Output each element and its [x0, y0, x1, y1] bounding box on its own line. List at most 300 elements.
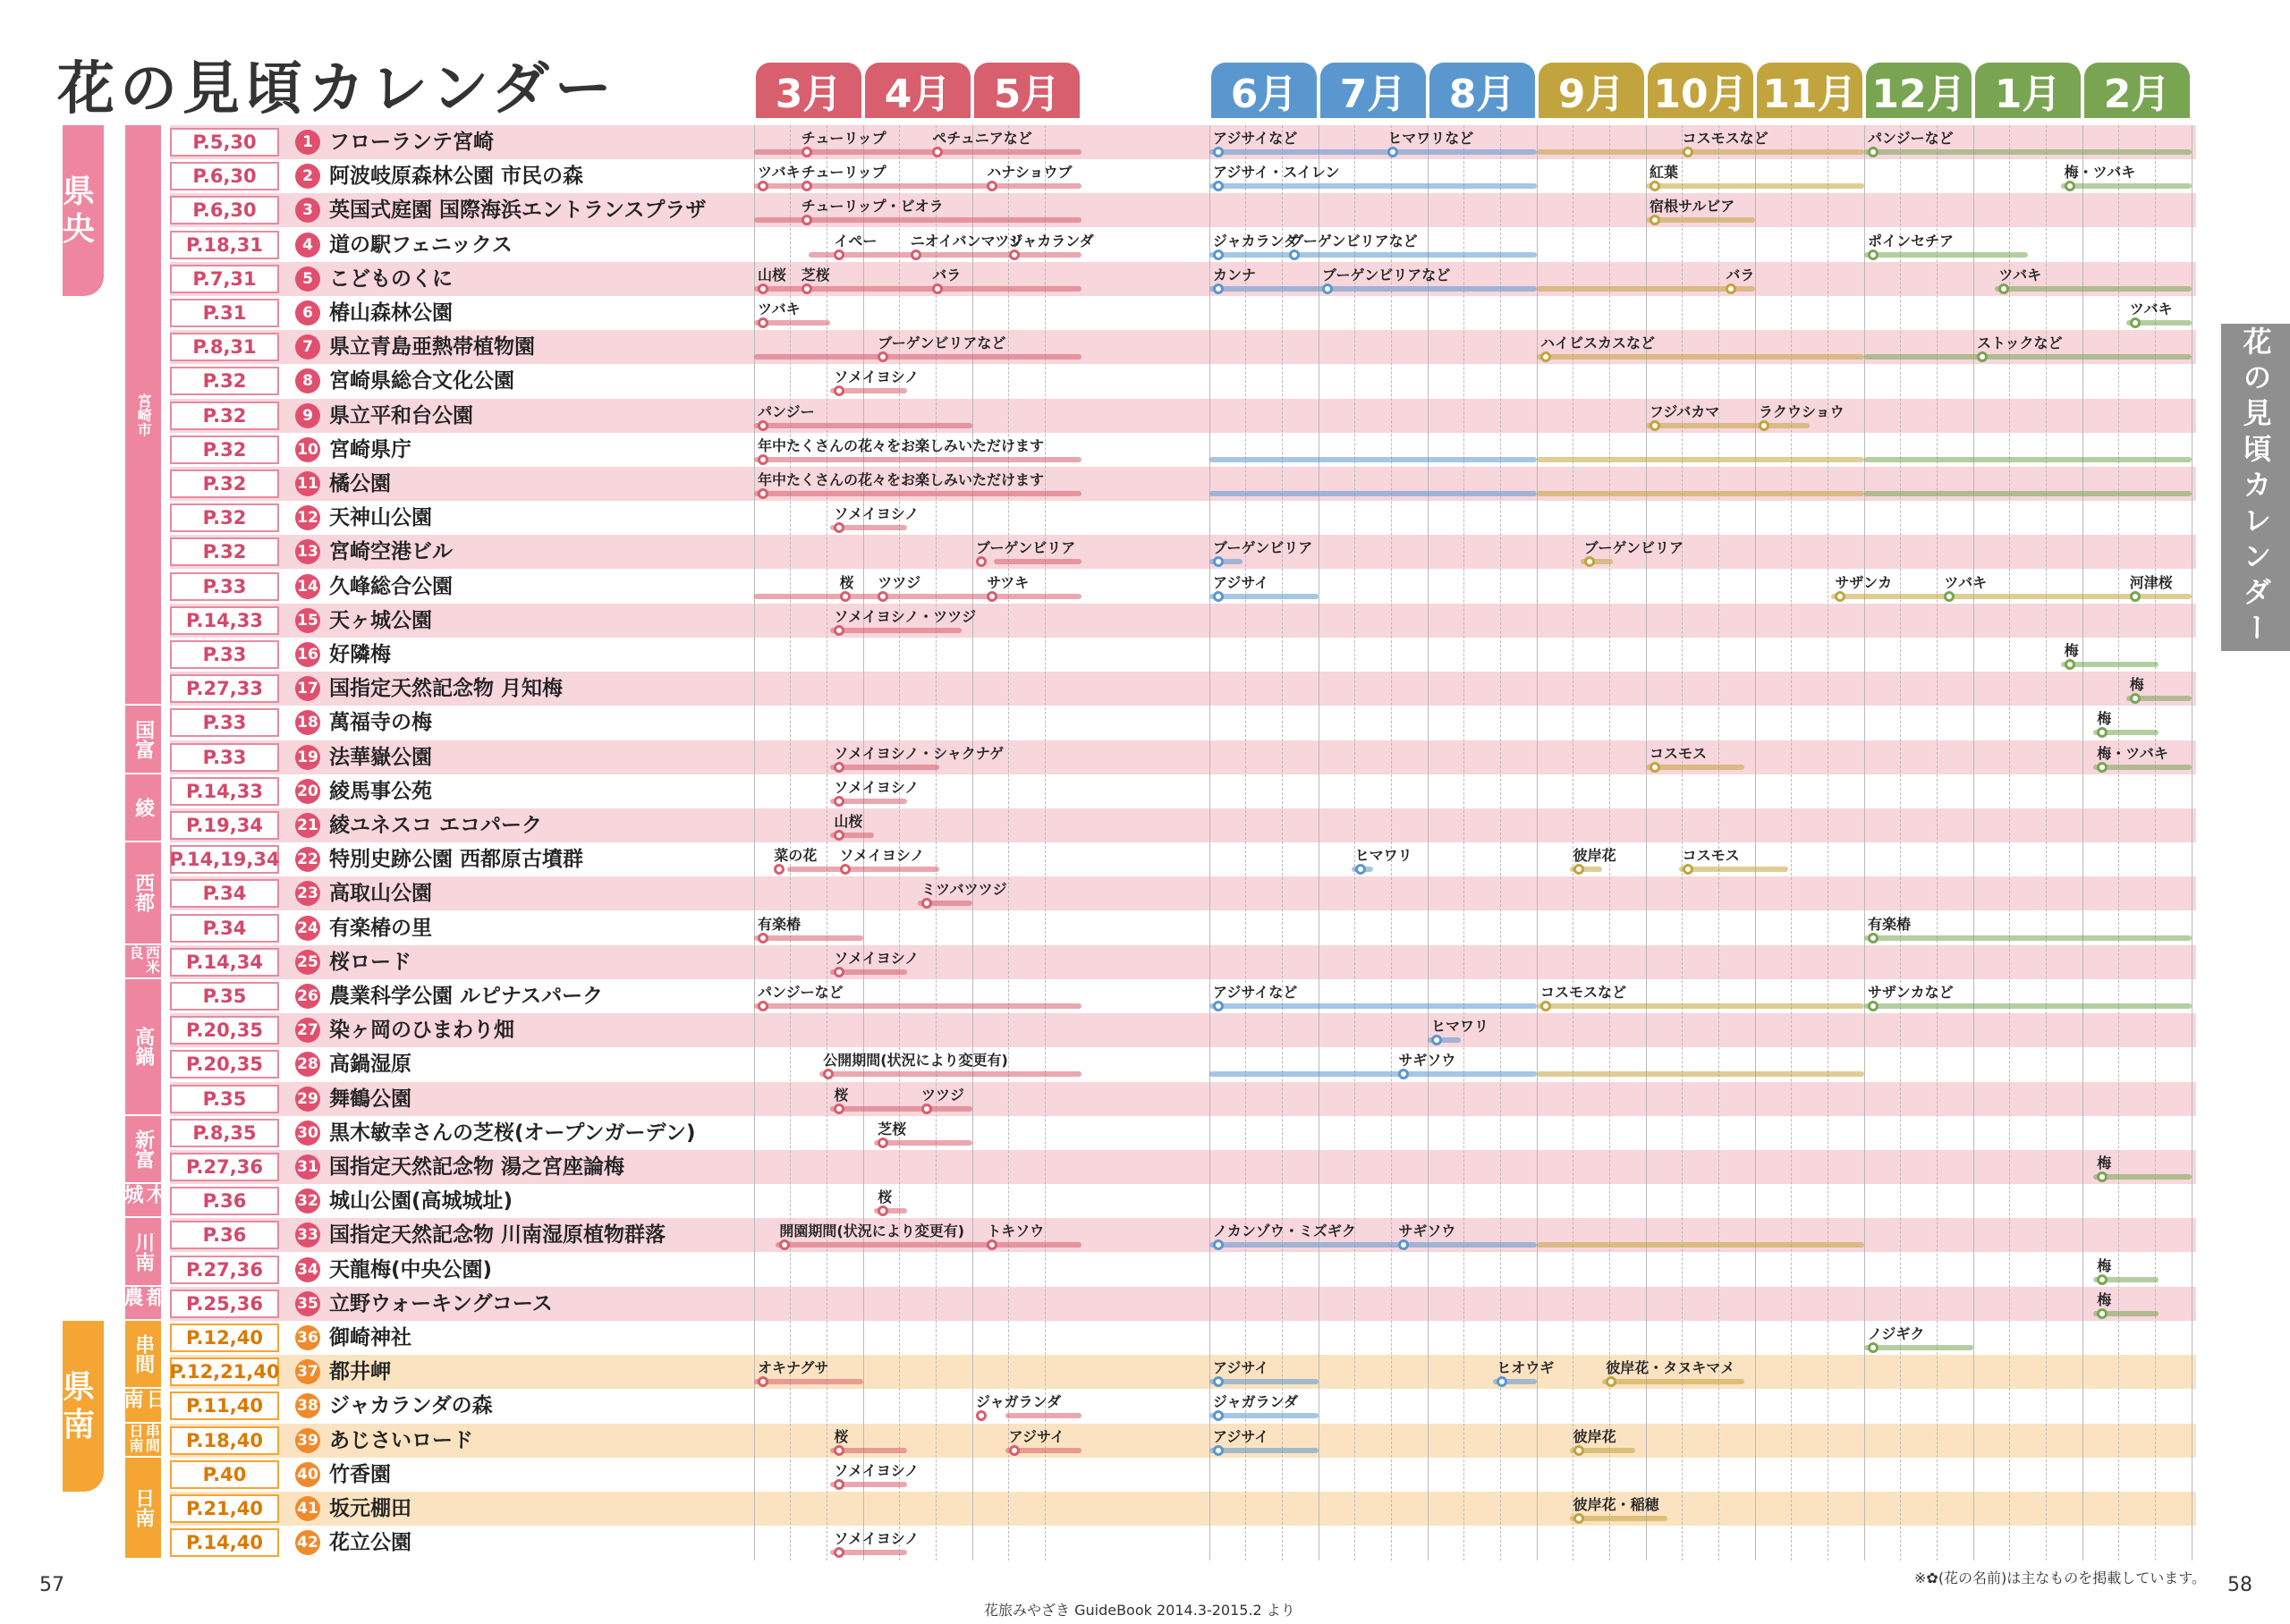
flower-icon: [1289, 250, 1300, 260]
bloom-bar: [1864, 491, 2192, 496]
venue-name[interactable]: 久峰総合公園: [329, 574, 453, 598]
venue-name[interactable]: 御崎神社: [329, 1326, 411, 1349]
flower-icon: [1683, 864, 1693, 875]
venue-name[interactable]: 坂元棚田: [329, 1497, 411, 1520]
venue-name[interactable]: 宮崎県総合文化公園: [329, 369, 514, 393]
flower-label: チューリップ: [801, 164, 886, 182]
row-band: [170, 876, 2196, 910]
flower-label: ジャガランダ: [1213, 1393, 1299, 1411]
venue-name[interactable]: 英国式庭園 国際海浜エントランスプラザ: [329, 199, 707, 223]
flower-icon: [1759, 420, 1769, 431]
row-band: [170, 1424, 2196, 1458]
venue-number: 30: [295, 1121, 320, 1146]
page-reference[interactable]: P.14,40: [170, 1528, 279, 1557]
flower-label: 梅・ツバキ: [2097, 744, 2168, 762]
flower-icon: [834, 1104, 844, 1114]
flower-icon: [1213, 1445, 1224, 1456]
flower-icon: [802, 283, 812, 294]
ten-day-gridline: [1008, 125, 1009, 1561]
flower-label: アジサイなど: [1213, 984, 1298, 1001]
ten-day-gridline: [790, 125, 791, 1561]
month-tab-10[interactable]: 12月: [1866, 63, 1972, 118]
flower-label: ポインセチア: [1868, 232, 1955, 250]
flower-label: サツキ: [987, 573, 1030, 591]
page-reference[interactable]: P.33: [170, 743, 279, 772]
page-reference[interactable]: P.8,31: [170, 333, 279, 361]
flower-icon: [1944, 591, 1955, 602]
flower-label: 彼岸花・稲穂: [1573, 1496, 1659, 1513]
bloom-bar: [1646, 765, 1744, 770]
bloom-bar: [1679, 867, 1788, 872]
venue-name[interactable]: 県立青島亜熱帯植物園: [329, 335, 535, 359]
row-band: [170, 774, 2196, 808]
venue-name[interactable]: 天ヶ城公園: [329, 608, 432, 632]
flower-label: 菜の花: [774, 847, 818, 865]
flower-icon: [802, 147, 812, 157]
row-band: [170, 1458, 2196, 1492]
venue-name[interactable]: 都井岬: [329, 1360, 391, 1384]
month-tab-9[interactable]: 11月: [1757, 63, 1862, 118]
venue-name[interactable]: 宮崎空港ビル: [329, 540, 453, 564]
month-gridline: [1428, 125, 1429, 1561]
flower-icon: [1868, 1342, 1879, 1353]
month-tab-7[interactable]: 9月: [1539, 63, 1644, 118]
flower-label: 有楽椿: [1868, 915, 1912, 933]
page-reference[interactable]: P.18,31: [170, 231, 279, 259]
page-reference[interactable]: P.27,36: [170, 1256, 279, 1284]
flower-icon: [758, 1001, 768, 1011]
flower-icon: [758, 420, 768, 431]
venue-name[interactable]: 高取山公園: [329, 882, 432, 906]
flower-label: ツバキ: [1944, 573, 1988, 591]
venue-number: 10: [295, 437, 320, 462]
flower-label: カンナ: [1213, 266, 1257, 283]
bloom-bar: [776, 1242, 1081, 1248]
venue-name[interactable]: 花立公園: [329, 1531, 411, 1555]
row-band: [170, 1082, 2196, 1116]
month-gridline: [2082, 125, 2083, 1561]
page-reference[interactable]: P.31: [170, 299, 279, 327]
page-reference[interactable]: P.20,35: [170, 1016, 279, 1045]
month-tab-4[interactable]: 6月: [1211, 63, 1317, 118]
ten-day-gridline: [1282, 125, 1283, 1561]
footnote: ※✿(花の名前)は主なものを掲載しています。: [1914, 1569, 2207, 1586]
venue-name[interactable]: 国指定天然記念物 湯之宮座論梅: [329, 1155, 625, 1179]
venue-number: 33: [295, 1222, 320, 1248]
row-band: [170, 399, 2196, 433]
page-reference[interactable]: P.11,40: [170, 1391, 279, 1420]
page-reference[interactable]: P.33: [170, 572, 279, 601]
page-reference[interactable]: P.34: [170, 914, 279, 943]
venue-name[interactable]: あじさいロード: [329, 1428, 473, 1452]
flower-label: 彼岸花: [1573, 1427, 1616, 1445]
flower-label: コスモスなど: [1540, 984, 1627, 1001]
flower-label: 彼岸花: [1573, 847, 1616, 865]
flower-label: アジサイ: [1213, 1359, 1269, 1377]
venue-name[interactable]: 国指定天然記念物 月知梅: [329, 677, 564, 701]
row-band: [170, 1355, 2196, 1389]
page-reference[interactable]: P.32: [170, 436, 279, 464]
flower-label: ツツジ: [921, 1086, 965, 1104]
flower-icon: [1650, 420, 1660, 431]
bloom-bar: [1209, 457, 1537, 462]
bloom-bar: [754, 1003, 1081, 1009]
bloom-bar: [1537, 491, 1864, 496]
page-reference[interactable]: P.32: [170, 503, 279, 532]
venue-name[interactable]: 好隣梅: [329, 643, 391, 666]
flower-label: コスモス: [1650, 744, 1708, 762]
flower-label: ソメイヨシノ: [834, 1530, 920, 1548]
flower-icon: [2065, 181, 2075, 191]
row-band: [170, 945, 2196, 979]
bloom-bar: [1209, 594, 1319, 599]
flower-icon: [2130, 317, 2141, 328]
ten-day-gridline: [1245, 125, 1246, 1561]
month-tab-5[interactable]: 7月: [1320, 63, 1426, 118]
bloom-bar: [1209, 1003, 1537, 1009]
flower-icon: [1650, 762, 1660, 773]
flower-icon: [878, 1138, 888, 1148]
flower-label: 桜: [878, 1188, 893, 1206]
bloom-bar: [1646, 423, 1810, 428]
flower-icon: [840, 864, 851, 875]
flower-label: 有楽椿: [758, 915, 802, 933]
bloom-bar: [994, 559, 1081, 564]
venue-number: 24: [295, 916, 320, 941]
page-reference[interactable]: P.25,36: [170, 1290, 279, 1318]
flower-icon: [840, 591, 851, 602]
flower-icon: [1213, 283, 1224, 294]
bloom-bar: [1537, 149, 1864, 155]
flower-icon: [834, 250, 844, 260]
page-reference[interactable]: P.14,33: [170, 606, 279, 635]
page-reference[interactable]: P.32: [170, 469, 279, 498]
flower-icon: [2097, 1274, 2108, 1285]
row-band: [170, 604, 2196, 638]
flower-icon: [834, 762, 844, 773]
row-band: [170, 1526, 2196, 1560]
page-reference[interactable]: P.33: [170, 708, 279, 737]
month-gridline: [1973, 125, 1974, 1561]
venue-name[interactable]: 法華嶽公園: [329, 745, 432, 769]
venue-number: 26: [295, 984, 320, 1009]
bloom-bar: [1864, 1345, 1973, 1350]
flower-label: コスモス: [1682, 847, 1740, 865]
flower-label: ソメイヨシノ: [834, 778, 920, 796]
bloom-bar: [1570, 1516, 1668, 1521]
flower-label: バラ: [932, 266, 962, 283]
page-reference[interactable]: P.33: [170, 640, 279, 669]
page-reference[interactable]: P.34: [170, 879, 279, 908]
venue-number: 9: [295, 403, 320, 428]
venue-name[interactable]: 天神山公園: [329, 506, 432, 530]
flower-label: ソメイヨシノ: [834, 1461, 920, 1479]
flower-icon: [1213, 1001, 1224, 1011]
bloom-bar: [754, 1379, 863, 1384]
page-reference[interactable]: P.14,33: [170, 777, 279, 806]
bloom-bar: [1864, 457, 2192, 462]
page-reference[interactable]: P.27,36: [170, 1153, 279, 1181]
municipality-1: 宮崎市: [125, 125, 161, 704]
flower-label: チューリップ・ビオラ: [801, 198, 944, 216]
venue-name[interactable]: こどものくに: [329, 266, 453, 291]
bloom-bar: [2061, 662, 2159, 667]
bloom-bar: [1209, 1379, 1319, 1384]
page-reference[interactable]: P.20,35: [170, 1050, 279, 1078]
venue-number: 14: [295, 574, 320, 599]
month-tab-2[interactable]: 4月: [865, 63, 971, 118]
page-reference[interactable]: P.6,30: [170, 162, 279, 190]
ten-day-gridline: [1682, 125, 1683, 1561]
venue-name[interactable]: 綾馬事公苑: [329, 779, 432, 803]
page-number-left: 57: [39, 1574, 64, 1596]
flower-label: ソメイヨシノ: [834, 949, 920, 967]
flower-icon: [1213, 591, 1224, 602]
venue-name[interactable]: 椿山森林公園: [329, 301, 453, 325]
bloom-bar: [1209, 1071, 1537, 1077]
municipality-6: 高鍋: [125, 979, 161, 1114]
flower-label: アジサイ: [1213, 573, 1269, 591]
flower-icon: [1573, 1513, 1584, 1524]
page-reference[interactable]: P.21,40: [170, 1494, 279, 1523]
flower-label: フジバカマ: [1650, 402, 1720, 420]
flower-label: パンジー: [758, 402, 815, 420]
venue-name[interactable]: 国指定天然記念物 川南湿原植物群落: [329, 1223, 666, 1248]
region-tab-1: 県央: [63, 125, 104, 296]
flower-label: オキナグサ: [758, 1359, 829, 1377]
flower-icon: [802, 181, 812, 191]
venue-number: 39: [295, 1428, 320, 1453]
venue-name[interactable]: 立野ウォーキングコース: [329, 1291, 553, 1315]
page-reference[interactable]: P.12,21,40: [170, 1358, 279, 1386]
venue-name[interactable]: 高鍋湿原: [329, 1053, 411, 1077]
flower-label: 芝桜: [878, 1120, 907, 1138]
flower-label: ミツバツツジ: [921, 881, 1007, 899]
bloom-bar: [1995, 286, 2192, 292]
venue-name[interactable]: 橘公園: [329, 472, 391, 495]
venue-name[interactable]: 城山公園(高城城址): [329, 1189, 513, 1214]
venue-number: 11: [295, 471, 320, 496]
bloom-bar: [1537, 354, 1864, 359]
row-band: [170, 262, 2196, 296]
page-reference[interactable]: P.35: [170, 982, 279, 1011]
flower-icon: [1683, 147, 1693, 157]
flower-label: ツバキ: [1998, 266, 2042, 283]
bloom-bar: [1209, 286, 1537, 292]
page-reference[interactable]: P.18,40: [170, 1426, 279, 1455]
side-index-tab[interactable]: 花の見頃カレンダー: [2221, 324, 2290, 651]
flower-label: 公開期間(状況により変更有): [823, 1052, 1008, 1070]
flower-label: ブーゲンビリアなど: [878, 334, 1006, 352]
venue-number: 42: [295, 1530, 320, 1555]
bloom-bar: [1864, 149, 2192, 155]
venue-number: 17: [295, 676, 320, 701]
flower-icon: [2097, 1308, 2108, 1319]
flower-label: ニオイバンマツリ: [910, 232, 1024, 250]
bloom-bar: [1864, 354, 2192, 359]
flower-icon: [1009, 1445, 1020, 1456]
page-title: 花の見頃カレンダー: [57, 56, 617, 123]
page-reference[interactable]: P.8,35: [170, 1119, 279, 1147]
page-reference[interactable]: P.14,34: [170, 948, 279, 977]
flower-label: サギソウ: [1398, 1222, 1456, 1240]
flower-label: 梅: [2097, 1155, 2112, 1171]
page-reference[interactable]: P.12,40: [170, 1324, 279, 1352]
month-gridline: [1537, 125, 1538, 1561]
flower-label: ツバキ: [758, 300, 801, 317]
flower-icon: [1009, 250, 1020, 260]
venue-number: 28: [295, 1052, 320, 1077]
venue-number: 5: [295, 266, 320, 292]
flower-label: ヒマワリ: [1354, 847, 1412, 865]
bloom-bar: [2093, 1174, 2192, 1180]
row-band: [170, 706, 2196, 740]
venue-name[interactable]: 道の駅フェニックス: [329, 233, 513, 257]
venue-name[interactable]: 桜ロード: [329, 950, 411, 974]
bloom-bar: [1209, 149, 1537, 155]
flower-icon: [1868, 933, 1879, 943]
ten-day-gridline: [1791, 125, 1792, 1561]
venue-name[interactable]: 黒木敏幸さんの芝桜(オープンガーデン): [329, 1121, 696, 1145]
row-band: [170, 1047, 2196, 1081]
page-reference[interactable]: P.5,30: [170, 128, 279, 156]
page-reference[interactable]: P.36: [170, 1187, 279, 1215]
flower-label: ハナショウブ: [987, 164, 1073, 182]
venue-number: 12: [295, 505, 320, 530]
venue-name[interactable]: 天龍梅(中央公園): [329, 1257, 493, 1281]
page-reference[interactable]: P.36: [170, 1221, 279, 1249]
venue-number: 23: [295, 881, 320, 906]
flower-label: ソメイヨシノ: [834, 368, 920, 386]
venue-number: 41: [295, 1496, 320, 1521]
bloom-bar: [1209, 183, 1537, 189]
month-tab-1[interactable]: 3月: [756, 63, 861, 118]
month-tab-3[interactable]: 5月: [974, 63, 1080, 118]
flower-label: アジサイ: [1213, 1427, 1269, 1445]
flower-icon: [1868, 250, 1879, 260]
flower-label: ソメイヨシノ: [839, 847, 925, 865]
bloom-bar: [819, 1071, 1081, 1077]
page-reference[interactable]: P.32: [170, 367, 279, 395]
venue-name[interactable]: 有楽椿の里: [329, 916, 432, 940]
flower-icon: [1573, 864, 1584, 875]
page-reference[interactable]: P.7,31: [170, 265, 279, 293]
venue-name[interactable]: 宮崎県庁: [329, 437, 411, 461]
flower-label: ブーゲンビリア: [1583, 539, 1684, 557]
row-band: [170, 535, 2196, 569]
page-reference[interactable]: P.27,33: [170, 674, 279, 703]
page-reference[interactable]: P.35: [170, 1085, 279, 1113]
bloom-bar: [1209, 491, 1537, 496]
venue-name[interactable]: 農業科学公園 ルピナスパーク: [329, 985, 604, 1008]
flower-icon: [921, 1104, 932, 1114]
venue-name[interactable]: 舞鶴公園: [329, 1087, 411, 1111]
bloom-bar: [1537, 1242, 1864, 1248]
ten-day-gridline: [1718, 125, 1719, 1561]
venue-number: 35: [295, 1291, 320, 1316]
venue-number: 15: [295, 608, 320, 633]
row-band: [170, 501, 2196, 535]
venue-number: 6: [295, 300, 320, 326]
venue-number: 31: [295, 1155, 320, 1180]
venue-name[interactable]: フローランテ宮崎: [329, 131, 494, 154]
ten-day-gridline: [1354, 125, 1355, 1561]
month-tab-6[interactable]: 8月: [1429, 63, 1535, 118]
bloom-bar: [1209, 252, 1537, 258]
month-tab-12[interactable]: 2月: [2084, 63, 2190, 118]
ten-day-gridline: [2155, 125, 2156, 1561]
venue-name[interactable]: 特別史跡公園 西都原古墳群: [329, 848, 584, 872]
venue-name[interactable]: 竹香園: [329, 1462, 391, 1486]
venue-number: 36: [295, 1325, 320, 1350]
venue-name[interactable]: 染ヶ岡のひまわり畑: [329, 1019, 514, 1043]
source-credit: 花旅みやざき GuideBook 2014.3-2015.2 より: [984, 1602, 1295, 1619]
flower-label: 彼岸花・タヌキマメ: [1606, 1359, 1735, 1377]
venue-name[interactable]: 阿波岐原森林公園 市民の森: [329, 165, 584, 189]
flower-label: 梅: [2129, 676, 2144, 694]
flower-icon: [2065, 659, 2075, 670]
venue-number: 13: [295, 539, 320, 564]
venue-name[interactable]: 県立平和台公園: [329, 403, 473, 427]
flower-label: 紅葉: [1650, 164, 1679, 182]
venue-number: 27: [295, 1018, 320, 1043]
venue-number: 1: [295, 130, 320, 155]
page-reference[interactable]: P.32: [170, 402, 279, 430]
venue-name[interactable]: 萬福寺の梅: [329, 711, 432, 735]
municipality-3: 綾: [125, 774, 161, 841]
flower-label: ジャガランダ: [976, 1393, 1062, 1411]
page-reference[interactable]: P.6,30: [170, 196, 279, 224]
flower-label: ヒマワリなど: [1387, 130, 1474, 147]
bloom-bar: [1864, 935, 2192, 941]
bloom-bar: [1537, 457, 1864, 462]
flower-label: サギソウ: [1398, 1052, 1456, 1070]
bloom-bar: [1537, 1003, 1864, 1009]
venue-number: 40: [295, 1462, 320, 1487]
page-reference[interactable]: P.32: [170, 537, 279, 566]
flower-label: ソメイヨシノ: [834, 505, 920, 523]
flower-icon: [1835, 591, 1845, 602]
flower-label: ブーゲンビリア: [976, 539, 1076, 557]
ten-day-gridline: [1045, 125, 1046, 1561]
bloom-bar: [754, 491, 1081, 496]
flower-label: ジャカランダ: [1008, 232, 1094, 250]
flower-label: トキソウ: [987, 1222, 1045, 1240]
flower-icon: [878, 591, 888, 602]
flower-label: ブーゲンビリア: [1213, 539, 1313, 557]
page-reference[interactable]: P.14,19,34: [170, 845, 279, 874]
venue-number: 2: [295, 164, 320, 189]
month-tab-11[interactable]: 1月: [1975, 63, 2081, 118]
flower-icon: [932, 283, 943, 294]
venue-name[interactable]: 綾ユネスコ エコパーク: [329, 814, 543, 837]
page-reference[interactable]: P.19,34: [170, 811, 279, 840]
flower-label: サザンカなど: [1868, 984, 1954, 1001]
flower-label: ツツジ: [878, 573, 921, 591]
bloom-bar: [754, 354, 1081, 359]
row-band: [170, 1492, 2196, 1526]
page-reference[interactable]: P.40: [170, 1460, 279, 1489]
bloom-bar: [1005, 1413, 1081, 1418]
flower-label: ジャカランダ: [1213, 232, 1299, 250]
flower-icon: [911, 250, 921, 260]
month-tab-8[interactable]: 10月: [1648, 63, 1753, 118]
flower-label: 開園期間(状況により変更有): [779, 1222, 965, 1240]
month-gridline: [1755, 125, 1756, 1561]
row-band: [170, 740, 2196, 774]
month-gridline: [1209, 125, 1210, 1561]
venue-name[interactable]: ジャカランダの森: [329, 1394, 493, 1418]
